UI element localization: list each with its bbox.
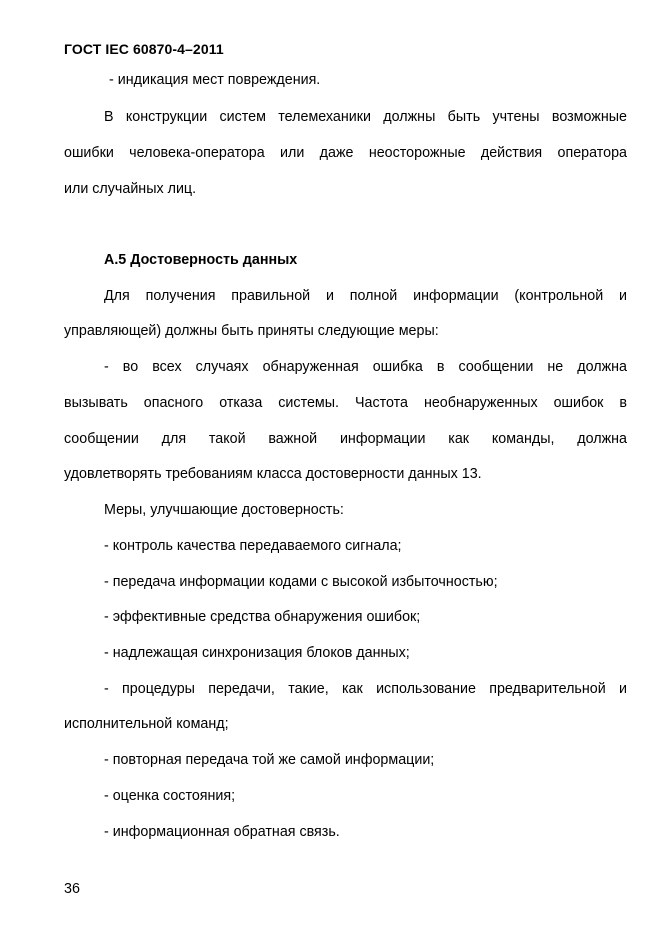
section-heading: А.5 Достоверность данных xyxy=(104,252,298,268)
paragraph-line: удовлетворять требованиям класса достоверности данных 13. xyxy=(64,466,482,482)
page-number: 36 xyxy=(64,881,80,897)
measures-label: Меры, улучшающие достоверность: xyxy=(104,502,344,518)
list-item: - передача информации кодами с высокой избыточностью; xyxy=(104,574,498,590)
paragraph-line: Для получения правильной и полной информации (контрольной и xyxy=(104,288,627,304)
paragraph-line: - во всех случаях обнаруженная ошибка в сообщении не должна xyxy=(104,359,627,375)
list-item-damage-indication: - индикация мест повреждения. xyxy=(109,72,321,88)
list-item: - информационная обратная связь. xyxy=(104,824,340,840)
list-item: - контроль качества передаваемого сигнала; xyxy=(104,538,402,554)
list-item: - оценка состояния; xyxy=(104,788,236,804)
paragraph-line: управляющей) должны быть приняты следующие меры: xyxy=(64,323,439,339)
list-item: - процедуры передачи, такие, как использование предварительной и xyxy=(104,681,627,697)
list-item: - эффективные средства обнаружения ошибок; xyxy=(104,609,421,625)
paragraph-line: В конструкции систем телемеханики должны быть учтены возможные xyxy=(104,109,627,125)
paragraph-line: сообщении для такой важной информации как команды, должна xyxy=(64,431,627,447)
list-item: - надлежащая синхронизация блоков данных; xyxy=(104,645,410,661)
standard-header: ГОСТ IEC 60870-4–2011 xyxy=(64,41,224,57)
list-item-continuation: исполнительной команд; xyxy=(64,716,229,732)
paragraph-line: или случайных лиц. xyxy=(64,181,197,197)
paragraph-line: вызывать опасного отказа системы. Частота необнаруженных ошибок в xyxy=(64,395,627,411)
list-item: - повторная передача той же самой информации; xyxy=(104,752,435,768)
paragraph-line: ошибки человека-оператора или даже неосторожные действия оператора xyxy=(64,145,627,161)
